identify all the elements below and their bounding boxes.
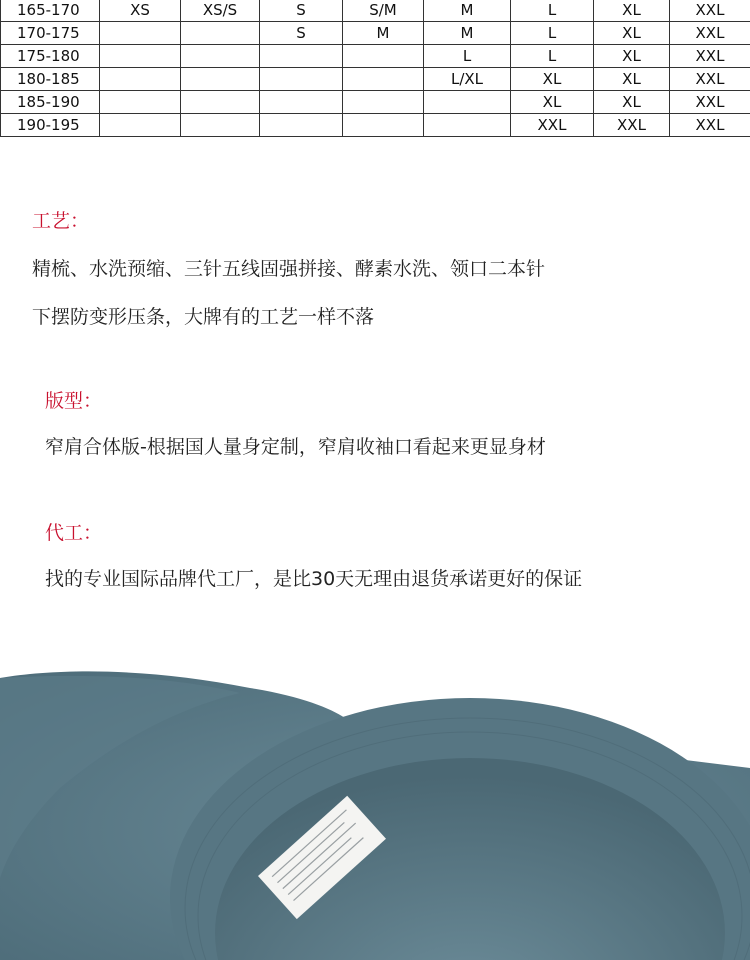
size-cell: XS/S	[181, 0, 260, 22]
size-cell: XXL	[670, 22, 750, 45]
craft-line-2: 下摆防变形压条，大牌有的工艺一样不落	[32, 306, 375, 328]
size-row	[1, 68, 750, 91]
size-cell	[343, 114, 424, 137]
size-cell	[424, 114, 511, 137]
size-cell: XXL	[670, 0, 750, 22]
size-cell: XXL	[670, 45, 750, 68]
size-cell	[100, 91, 181, 114]
size-cell	[260, 91, 343, 114]
oem-heading: 代工：	[45, 522, 103, 544]
size-cell: XXL	[670, 114, 750, 137]
size-row	[1, 114, 750, 137]
size-cell	[100, 22, 181, 45]
size-cell	[260, 68, 343, 91]
size-cell	[260, 114, 343, 137]
size-row	[1, 0, 750, 22]
size-cell	[343, 68, 424, 91]
height-range-cell: 190-195	[1, 114, 100, 137]
size-cell	[260, 45, 343, 68]
size-cell: XL	[594, 0, 670, 22]
height-range-cell: 170-175	[1, 22, 100, 45]
oem-line-1: 找的专业国际品牌代工厂，是比30天无理由退货承诺更好的保证	[45, 568, 583, 590]
fit-heading: 版型：	[45, 390, 103, 412]
size-cell	[100, 68, 181, 91]
size-cell	[100, 45, 181, 68]
size-cell: XXL	[594, 114, 670, 137]
size-cell: XL	[511, 68, 594, 91]
size-cell: XL	[594, 22, 670, 45]
size-cell: L	[511, 0, 594, 22]
size-cell	[343, 45, 424, 68]
size-cell: S	[260, 0, 343, 22]
craft-heading: 工艺：	[32, 210, 90, 232]
size-cell: XXL	[670, 91, 750, 114]
size-row	[1, 91, 750, 114]
size-cell: M	[424, 22, 511, 45]
size-cell: XS	[100, 0, 181, 22]
fit-line-1: 窄肩合体版-根据国人量身定制，窄肩收袖口看起来更显身材	[45, 436, 546, 458]
size-chart-table	[0, 0, 750, 137]
size-cell: M	[424, 0, 511, 22]
size-cell: XXL	[670, 68, 750, 91]
size-cell: XXL	[511, 114, 594, 137]
size-cell: L/XL	[424, 68, 511, 91]
size-cell: XL	[594, 68, 670, 91]
height-range-cell: 165-170	[1, 0, 100, 22]
size-cell	[424, 91, 511, 114]
size-row	[1, 45, 750, 68]
size-cell: L	[511, 22, 594, 45]
size-cell: M	[343, 22, 424, 45]
size-cell: S/M	[343, 0, 424, 22]
size-cell: XL	[594, 91, 670, 114]
height-range-cell: 180-185	[1, 68, 100, 91]
size-cell	[181, 114, 260, 137]
size-cell	[181, 91, 260, 114]
size-cell: S	[260, 22, 343, 45]
size-cell	[181, 45, 260, 68]
height-range-cell: 185-190	[1, 91, 100, 114]
size-cell: L	[511, 45, 594, 68]
tshirt-collar-photo	[0, 648, 750, 960]
size-cell	[343, 91, 424, 114]
size-cell: XL	[594, 45, 670, 68]
size-cell: XL	[511, 91, 594, 114]
size-cell	[100, 114, 181, 137]
size-cell: L	[424, 45, 511, 68]
size-cell	[181, 68, 260, 91]
height-range-cell: 175-180	[1, 45, 100, 68]
craft-line-1: 精梳、水洗预缩、三针五线固强拼接、酵素水洗、领口二本针	[32, 258, 546, 280]
size-cell	[181, 22, 260, 45]
size-row	[1, 22, 750, 45]
